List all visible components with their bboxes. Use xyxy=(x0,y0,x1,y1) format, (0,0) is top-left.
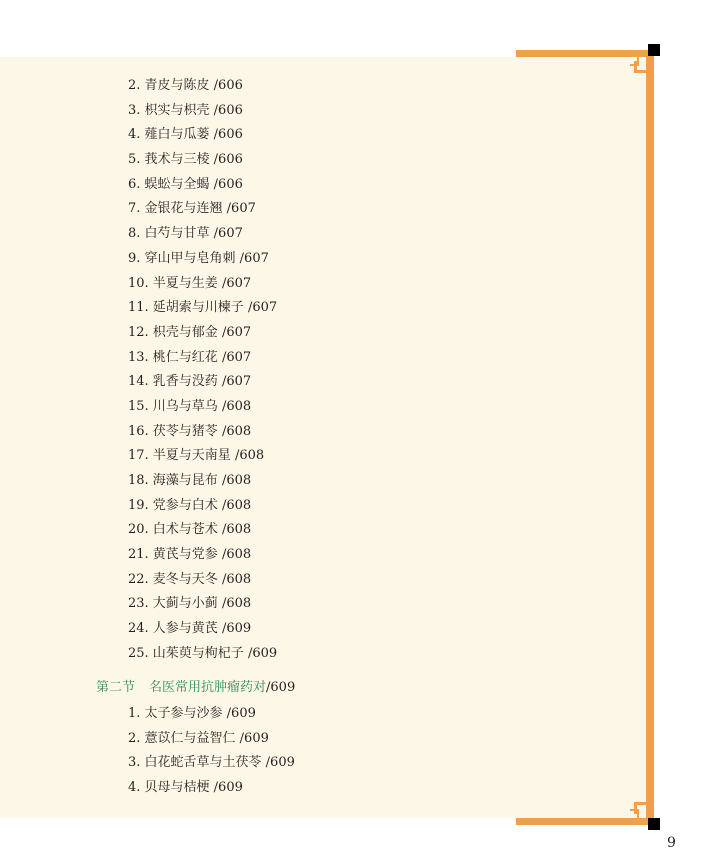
toc-entry[interactable]: 12. 枳壳与郁金 /607 xyxy=(128,324,252,340)
toc-entry[interactable]: 2. 薏苡仁与益智仁 /609 xyxy=(128,730,269,746)
corner-mark-bottom xyxy=(648,818,660,830)
frame-bottom-bar xyxy=(516,818,647,825)
toc-entry[interactable]: 23. 大蓟与小蓟 /608 xyxy=(128,596,252,612)
frame-right-bar xyxy=(646,50,654,825)
frame-top-bar xyxy=(516,50,647,57)
frame-corner-ornament-bottom xyxy=(630,802,646,818)
toc-entry[interactable]: 25. 山茱萸与枸杞子 /609 xyxy=(128,645,278,661)
section-title: 名医常用抗肿瘤药对 xyxy=(149,680,267,695)
toc-entry[interactable]: 13. 桃仁与红花 /607 xyxy=(128,349,252,365)
toc-entry[interactable]: 9. 穿山甲与皂角刺 /607 xyxy=(128,250,269,266)
page-number: 9 xyxy=(667,835,676,851)
toc-entry[interactable]: 22. 麦冬与天冬 /608 xyxy=(128,571,252,587)
toc-entry[interactable]: 6. 蜈蚣与全蝎 /606 xyxy=(128,176,243,192)
toc-entry[interactable]: 5. 莪术与三棱 /606 xyxy=(128,152,243,168)
toc-entry[interactable]: 2. 青皮与陈皮 /606 xyxy=(128,78,243,93)
toc-entry[interactable]: 7. 金银花与连翘 /607 xyxy=(128,201,256,217)
toc-entry[interactable]: 1. 太子参与沙参 /609 xyxy=(128,706,256,721)
toc-entry[interactable]: 4. 薤白与瓜蒌 /606 xyxy=(128,127,243,143)
corner-mark-top xyxy=(648,44,660,56)
toc-entry[interactable]: 24. 人参与黄芪 /609 xyxy=(128,621,252,637)
toc-entry[interactable]: 17. 半夏与天南星 /608 xyxy=(128,448,265,464)
content-panel xyxy=(0,57,646,818)
toc-entry[interactable]: 10. 半夏与生姜 /607 xyxy=(128,275,252,291)
toc-entry[interactable]: 3. 枳实与枳壳 /606 xyxy=(128,102,243,118)
toc-entry[interactable]: 3. 白花蛇舌草与土茯苓 /609 xyxy=(128,755,295,771)
frame-corner-ornament-top xyxy=(630,57,646,73)
toc-entry[interactable]: 21. 黄芪与党参 /608 xyxy=(128,547,252,563)
section-toc-list xyxy=(128,702,295,801)
toc-entry[interactable]: 15. 川乌与草乌 /608 xyxy=(128,398,252,414)
toc-entry[interactable]: 4. 贝母与桔梗 /609 xyxy=(128,780,243,796)
section-heading[interactable] xyxy=(96,676,295,700)
toc-entry[interactable]: 16. 茯苓与猪苓 /608 xyxy=(128,423,252,439)
section-page: /609 xyxy=(266,680,296,695)
toc-entry[interactable]: 8. 白芍与甘草 /607 xyxy=(128,226,243,242)
toc-list xyxy=(128,74,277,667)
section-label: 第二节 xyxy=(96,680,136,695)
toc-entry[interactable]: 14. 乳香与没药 /607 xyxy=(128,374,252,390)
toc-entry[interactable]: 11. 延胡索与川楝子 /607 xyxy=(128,300,278,316)
toc-entry[interactable]: 18. 海藻与昆布 /608 xyxy=(128,473,252,488)
toc-entry[interactable]: 20. 白术与苍术 /608 xyxy=(128,522,252,538)
toc-entry[interactable]: 19. 党参与白术 /608 xyxy=(128,497,252,513)
